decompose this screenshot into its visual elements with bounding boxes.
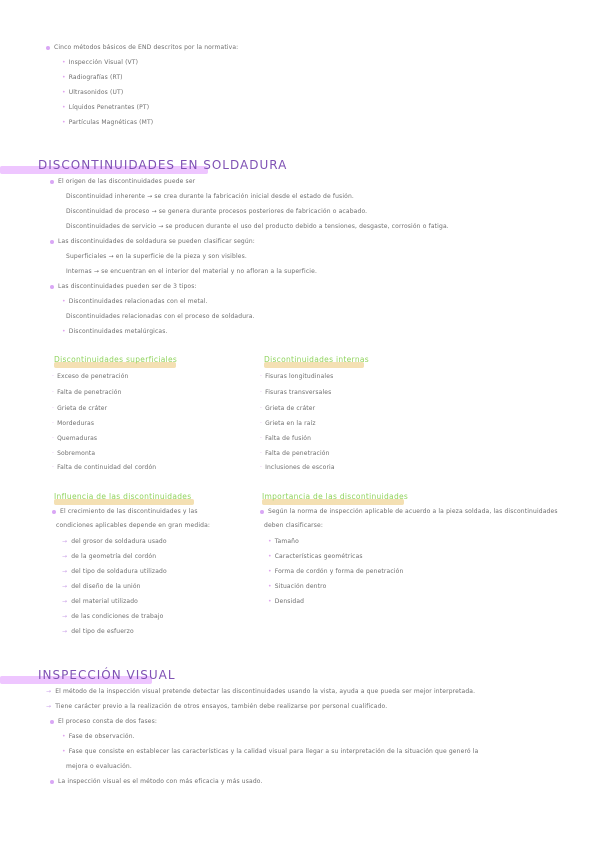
bullet-icon: • — [62, 74, 66, 81]
text-line: • Fase que consiste en establecer las características y la calidad visual para llegar a su interpretación de la situación que generó la — [62, 748, 479, 755]
text-line: deben clasificarse: — [264, 522, 324, 529]
text-line: Las discontinuidades pueden ser de 3 tipos: — [50, 283, 197, 290]
text-line: Las discontinuidades de soldadura se pueden clasificar según: — [50, 238, 255, 245]
text-line: → de la geometría del cordón — [62, 553, 157, 560]
bullet-icon: • — [268, 538, 272, 545]
intro-item: • Radiografías (RT) — [62, 74, 123, 81]
arrow-right-icon: → — [62, 583, 68, 590]
arrow-right-icon: → — [62, 553, 68, 560]
text-line: • Tamaño — [268, 538, 299, 545]
bullet-icon: · — [260, 450, 263, 457]
text-line: • Características geométricas — [268, 553, 363, 560]
text-line: → del tipo de esfuerzo — [62, 628, 134, 635]
text-line: Según la norma de inspección aplicable de acuerdo a la pieza soldada, las discontinuidades — [260, 508, 558, 515]
bullet-icon: · — [260, 373, 263, 380]
text-line: El origen de las discontinuidades puede ser — [50, 178, 195, 185]
bullet-icon: • — [268, 553, 272, 560]
list-item: · Falta de penetración — [260, 450, 330, 457]
intro-lead: Cinco métodos básicos de END descritos por la normativa: — [46, 44, 238, 51]
bullet-icon: · — [260, 405, 263, 412]
arrow-right-icon: → — [62, 568, 68, 575]
list-item: · Grieta de cráter — [52, 405, 108, 412]
bullet-icon: · — [52, 435, 55, 442]
bullet-icon: • — [62, 748, 66, 755]
text-line: El crecimiento de las discontinuidades y las — [52, 508, 198, 515]
bullet-icon: · — [260, 389, 263, 396]
bullet-icon: · — [260, 464, 263, 471]
bullet-icon: · — [260, 420, 263, 427]
text-line: • Densidad — [268, 598, 305, 605]
bullet-icon: • — [62, 733, 66, 740]
intro-item: • Partículas Magnéticas (MT) — [62, 119, 154, 126]
text-line: • Discontinuidades metalúrgicas. — [62, 328, 168, 335]
bullet-icon — [260, 510, 264, 514]
text-line: El proceso consta de dos fases: — [50, 718, 157, 725]
text-line: → Tiene carácter previo a la realización de otros ensayos, también debe realizarse por personal cualificado. — [46, 703, 388, 710]
bullet-icon: • — [268, 568, 272, 575]
text-line: → del tipo de soldadura utilizado — [62, 568, 167, 575]
arrow-right-icon: → — [46, 688, 52, 695]
text-line: → del diseño de la unión — [62, 583, 141, 590]
text-line: condiciones aplicables depende en gran medida: — [56, 522, 211, 529]
subheading-influencia: Influencia de las discontinuidades — [54, 492, 192, 501]
list-item: · Mordeduras — [52, 420, 95, 427]
bullet-icon: • — [268, 598, 272, 605]
bullet-icon: • — [62, 104, 66, 111]
intro-item: • Ultrasonidos (UT) — [62, 89, 124, 96]
text-line: Discontinuidad inherente → se crea durante la fabricación inicial desde el estado de fusión. — [66, 193, 354, 200]
text-line: Discontinuidad de proceso → se genera durante procesos posteriores de fabricación o acabado. — [66, 208, 368, 215]
arrow-right-icon: → — [62, 613, 68, 620]
list-item: · Inclusiones de escoria — [260, 464, 335, 471]
section-title-inspeccion-visual: INSPECCIÓN VISUAL — [38, 668, 176, 682]
text-line: • Forma de cordón y forma de penetración — [268, 568, 404, 575]
list-item: · Sobremonta — [52, 450, 96, 457]
bullet-icon — [50, 180, 54, 184]
list-item: · Grieta de cráter — [260, 405, 316, 412]
bullet-icon: · — [52, 464, 55, 471]
bullet-icon: · — [52, 373, 55, 380]
text-line: Discontinuidades de servicio → se producen durante el uso del producto debido a tensiones, desgaste, corrosión o fatiga. — [66, 223, 449, 230]
text-line: → del material utilizado — [62, 598, 138, 605]
bullet-icon: · — [52, 420, 55, 427]
bullet-icon: · — [260, 435, 263, 442]
text-line: → de las condiciones de trabajo — [62, 613, 164, 620]
bullet-icon: · — [52, 389, 55, 396]
bullet-icon: • — [62, 119, 66, 126]
subheading-internas: Discontinuidades internas — [264, 355, 369, 364]
text-line: Superficiales → en la superficie de la pieza y son visibles. — [66, 253, 247, 260]
bullet-icon: · — [52, 405, 55, 412]
text-line: → El método de la inspección visual pretende detectar las discontinuidades usando la vista, ayuda a que pueda ser mejor interpretada. — [46, 688, 476, 695]
bullet-icon — [50, 780, 54, 784]
text-line: Discontinuidades relacionadas con el proceso de soldadura. — [66, 313, 255, 320]
text-line: • Fase de observación. — [62, 733, 135, 740]
text-line: La inspección visual es el método con más eficacia y más usado. — [50, 778, 263, 785]
bullet-icon — [50, 285, 54, 289]
list-item: · Fisuras transversales — [260, 389, 332, 396]
list-item: · Grieta en la raíz — [260, 420, 316, 427]
list-item: · Falta de continuidad del cordón — [52, 464, 157, 471]
section-title-discontinuidades: DISCONTINUIDADES EN SOLDADURA — [38, 158, 288, 172]
list-item: · Falta de penetración — [52, 389, 122, 396]
list-item: · Falta de fusión — [260, 435, 312, 442]
bullet-icon — [52, 510, 56, 514]
bullet-icon: • — [62, 328, 66, 335]
list-item: · Exceso de penetración — [52, 373, 129, 380]
bullet-icon — [46, 46, 50, 50]
bullet-icon: • — [268, 583, 272, 590]
text-line: • Situación dentro — [268, 583, 327, 590]
bullet-icon: • — [62, 298, 66, 305]
text-line: mejora o evaluación. — [66, 763, 132, 770]
text-line: Internas → se encuentran en el interior del material y no afloran a la superficie. — [66, 268, 318, 275]
list-item: · Fisuras longitudinales — [260, 373, 334, 380]
subheading-importancia: Importancia de las discontinuidades — [262, 492, 409, 501]
arrow-right-icon: → — [62, 628, 68, 635]
list-item: · Quemaduras — [52, 435, 98, 442]
subheading-superficiales: Discontinuidades superficiales — [54, 355, 178, 364]
bullet-icon: · — [52, 450, 55, 457]
bullet-icon: • — [62, 89, 66, 96]
arrow-right-icon: → — [62, 598, 68, 605]
arrow-right-icon: → — [46, 703, 52, 710]
bullet-icon — [50, 240, 54, 244]
intro-item: • Líquidos Penetrantes (PT) — [62, 104, 150, 111]
intro-item: • Inspección Visual (VT) — [62, 59, 139, 66]
bullet-icon — [50, 720, 54, 724]
text-line: → del grosor de soldadura usado — [62, 538, 167, 545]
bullet-icon: • — [62, 59, 66, 66]
text-line: • Discontinuidades relacionadas con el metal. — [62, 298, 208, 305]
arrow-right-icon: → — [62, 538, 68, 545]
